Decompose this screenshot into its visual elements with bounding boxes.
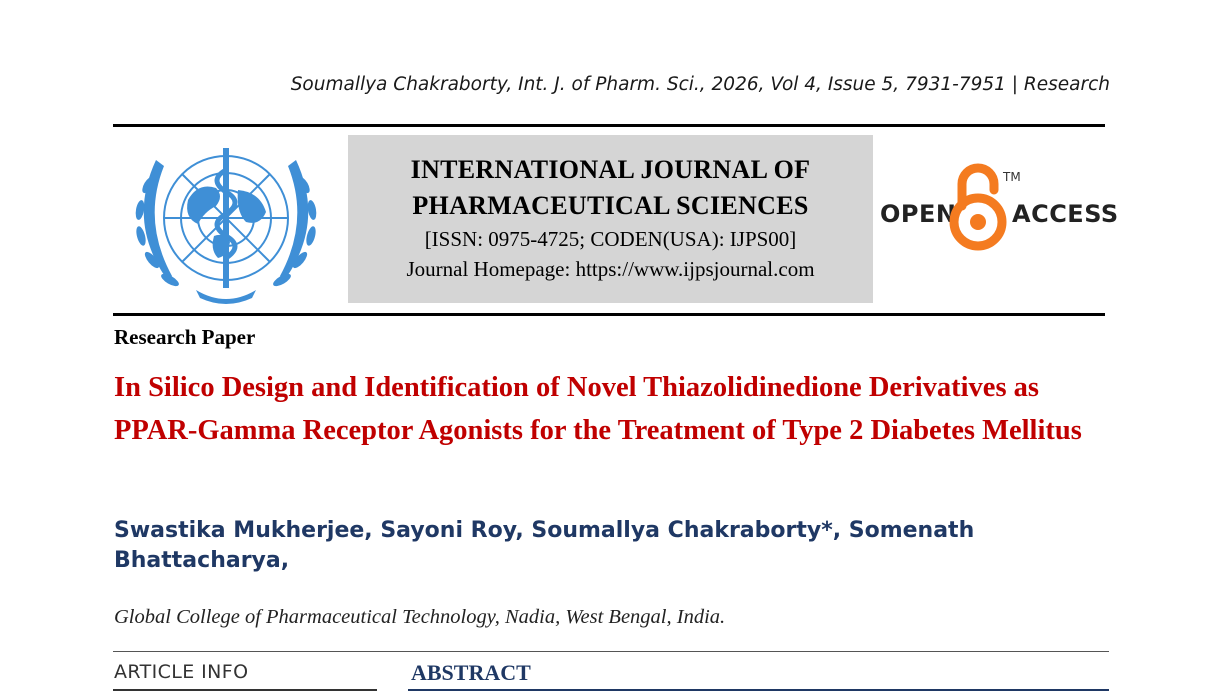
- journal-emblem-icon: [126, 140, 326, 305]
- header-rule-bottom: [113, 313, 1105, 316]
- article-title: In Silico Design and Identification of Novel Thiazolidinedione Derivatives as PPAR-Gamma Receptor Agonists for the Treatment of Type 2 Diabetes Mellitus: [114, 372, 1082, 446]
- author-list: Swastika Mukherjee, Sayoni Roy, Soumallya Chakraborty*, Somenath Bhattacharya,: [114, 518, 975, 573]
- open-access-trademark: TM: [1003, 170, 1021, 184]
- journal-homepage: Journal Homepage: https://www.ijpsjournal.com: [406, 257, 815, 281]
- journal-issn: [ISSN: 0975-4725; CODEN(USA): IJPS00]: [424, 227, 797, 251]
- open-access-open-label: OPEN: [880, 200, 957, 228]
- header-rule-top: [113, 124, 1105, 127]
- article-info-heading: ARTICLE INFO: [114, 661, 249, 683]
- journal-title-line-1: INTERNATIONAL JOURNAL OF: [410, 155, 811, 184]
- journal-masthead-box: [348, 135, 873, 303]
- section-divider: [113, 651, 1109, 652]
- open-access-access-label: ACCESS: [1012, 200, 1119, 228]
- abstract-heading: ABSTRACT: [411, 660, 531, 685]
- journal-title: [348, 152, 873, 224]
- article-info-underline: [113, 689, 377, 691]
- open-access-lock-icon: [948, 160, 1008, 252]
- author-affiliation: Global College of Pharmaceutical Technology, Nadia, West Bengal, India.: [114, 606, 726, 628]
- abstract-underline: [408, 689, 1109, 691]
- journal-title-line-2: PHARMACEUTICAL SCIENCES: [412, 191, 809, 220]
- running-head: Soumallya Chakraborty, Int. J. of Pharm. Sci., 2026, Vol 4, Issue 5, 7931-7951 | Research: [290, 74, 1110, 95]
- article-type: Research Paper: [114, 325, 256, 349]
